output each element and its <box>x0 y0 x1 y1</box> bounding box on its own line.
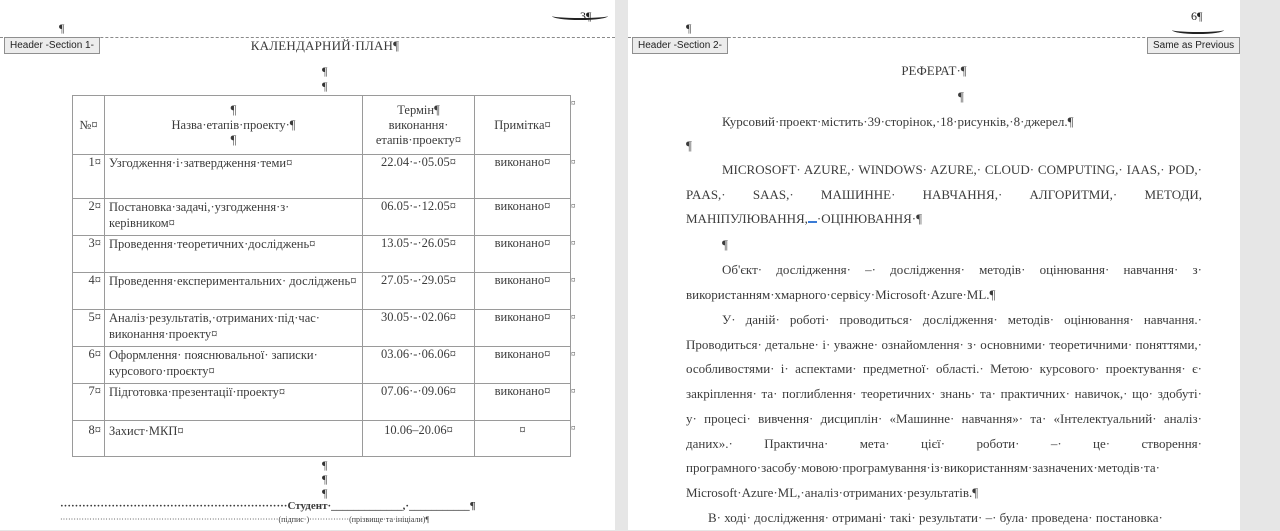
cell-note[interactable]: виконано¤ <box>475 155 571 199</box>
row-end-mark: ¤ <box>571 349 576 359</box>
header-name-pilcrow: ¶ <box>230 132 237 147</box>
cell-stage[interactable]: Проведення·теоретичних·досліджень¤ <box>105 236 363 273</box>
insertion-marker <box>808 216 817 223</box>
document-page-3[interactable] <box>0 0 615 530</box>
keywords-text: MICROSOFT· AZURE,· WINDOWS· AZURE,· CLOUD· COMPUTING,· IAAS,· POD,· PAAS,· SAAS,· МАШИННЕ· НАВЧАННЯ,· АЛГОРИТМИ,· МЕТОДИ, МАНІПУЛЮВАННЯ, <box>686 162 1202 227</box>
calendar-plan-table[interactable] <box>72 95 571 457</box>
same-as-previous-tag[interactable]: Same as Previous <box>1147 37 1240 54</box>
row-end-mark: ¤ <box>571 201 576 211</box>
cell-note[interactable]: виконано¤ <box>475 236 571 273</box>
cell-stage[interactable]: Оформлення· пояснювальної· записки· курсового·проєкту¤ <box>105 347 363 384</box>
table-row[interactable] <box>73 273 571 310</box>
blank-paragraph: ¶ <box>322 486 328 500</box>
blank-paragraph[interactable]: ¶ <box>958 89 964 104</box>
student-signature-line[interactable]: ······························································Студент·_____________,·___________¶ <box>60 500 476 512</box>
cell-number[interactable]: 3¤ <box>73 236 105 273</box>
header-section-tag[interactable]: Header -Section 1- <box>4 37 100 54</box>
row-end-mark: ¤ <box>571 157 576 167</box>
abstract-title[interactable]: РЕФЕРАТ·¶ <box>901 63 967 78</box>
cell-number[interactable]: 5¤ <box>73 310 105 347</box>
cell-note[interactable]: виконано¤ <box>475 199 571 236</box>
header-term: Термін¶ виконання· етапів·проекту¤ <box>363 96 475 155</box>
signature-caption[interactable]: ··················································································(підпис·)···············(прізвище·та·ініціали)¶ <box>60 515 430 524</box>
row-end-mark: ¤ <box>571 275 576 285</box>
row-end-mark: ¤ <box>571 386 576 396</box>
blank-paragraph[interactable]: ¶ <box>722 237 728 252</box>
cell-term[interactable]: 22.04·-·05.05¤ <box>363 155 475 199</box>
cell-note[interactable]: виконано¤ <box>475 347 571 384</box>
table-header-row <box>73 96 571 155</box>
header-pilcrow: ¶ <box>59 21 65 35</box>
cell-term[interactable]: 10.06–20.06¤ <box>363 421 475 457</box>
header-pilcrow: ¶ <box>686 21 692 35</box>
header-number: №¤ <box>73 96 105 155</box>
table-row[interactable] <box>73 347 571 384</box>
object-paragraph[interactable]: Об'єкт· дослідження· –· дослідження· методів· оцінювання· навчання· з· використанням·хмарного·сервісу·Microsoft·Azure·ML.¶ <box>686 262 1202 302</box>
blank-paragraph: ¶ <box>322 458 328 472</box>
cell-term[interactable]: 07.06·-·09.06¤ <box>363 384 475 421</box>
row-end-mark: ¤ <box>571 98 576 108</box>
blank-paragraph: ¶ <box>322 472 328 486</box>
blank-paragraph: ¶ <box>322 64 328 78</box>
cell-note[interactable]: виконано¤ <box>475 273 571 310</box>
cell-number[interactable]: 4¤ <box>73 273 105 310</box>
cell-note[interactable]: виконано¤ <box>475 310 571 347</box>
row-end-mark: ¤ <box>571 312 576 322</box>
cell-number[interactable]: 6¤ <box>73 347 105 384</box>
row-end-mark: ¤ <box>571 238 576 248</box>
cell-stage[interactable]: Узгодження·і·затвердження·теми¤ <box>105 155 363 199</box>
cell-note[interactable]: виконано¤ <box>475 384 571 421</box>
calendar-plan-title[interactable]: КАЛЕНДАРНИЙ·ПЛАН¶ <box>250 38 400 53</box>
table-row[interactable] <box>73 384 571 421</box>
keywords-paragraph[interactable] <box>686 158 1202 232</box>
header-name-text: Назва·етапів·проекту·¶ <box>171 117 296 132</box>
cell-term[interactable]: 06.05·-·12.05¤ <box>363 199 475 236</box>
cell-term[interactable]: 03.06·-·06.06¤ <box>363 347 475 384</box>
table-row[interactable] <box>73 155 571 199</box>
keywords-end: ·ОЦІНЮВАННЯ·¶ <box>816 211 923 227</box>
ink-annotation <box>552 12 608 20</box>
table-row[interactable] <box>73 421 571 457</box>
row-end-mark: ¤ <box>571 423 576 433</box>
workspace-margin <box>1240 0 1280 530</box>
cell-number[interactable]: 7¤ <box>73 384 105 421</box>
cell-term[interactable]: 13.05·-·26.05¤ <box>363 236 475 273</box>
cell-stage[interactable]: Постановка·задачі,·узгодження·з· керівником¤ <box>105 199 363 236</box>
cell-number[interactable]: 8¤ <box>73 421 105 457</box>
header-name-pilcrow: ¶ <box>230 102 237 117</box>
cell-stage[interactable]: Аналіз·результатів,·отриманих·під·час· виконання·проекту¤ <box>105 310 363 347</box>
blank-paragraph: ¶ <box>322 79 328 93</box>
header-note: Примітка¤ <box>475 96 571 155</box>
cell-term[interactable]: 27.05·-·29.05¤ <box>363 273 475 310</box>
header-section-tag[interactable]: Header -Section 2- <box>632 37 728 54</box>
cell-note[interactable]: ¤ <box>475 421 571 457</box>
cell-number[interactable]: 1¤ <box>73 155 105 199</box>
page-number[interactable]: 6¶ <box>1191 9 1203 23</box>
page-number[interactable]: 3¶ <box>580 9 592 23</box>
cell-number[interactable]: 2¤ <box>73 199 105 236</box>
cell-stage[interactable]: Підготовка·презентації·проекту¤ <box>105 384 363 421</box>
summary-paragraph[interactable]: Курсовий·проект·містить·39·сторінок,·18·рисунків,·8·джерел.¶ <box>722 114 1074 129</box>
ink-annotation <box>1172 26 1224 34</box>
blank-paragraph[interactable]: ¶ <box>686 138 692 153</box>
cell-term[interactable]: 30.05·-·02.06¤ <box>363 310 475 347</box>
cell-stage[interactable]: Проведення·експериментальних· досліджень¤ <box>105 273 363 310</box>
work-description-paragraph[interactable]: У· даній· роботі· проводиться· дослідження· методів· оцінювання· навчання.· Проводиться· детальне· і· уважне· ознайомлення· з· основними· теоретичними· поняттями,· особливостями· і· аспектами· предметної· області.· Метою· курсового· проектування· є· закріплення· та· поглиблення· теоретичних· знань· та· практичних· навичок,· що· здобуті· у· процесі· вивчення· дисциплін· «Машинне· навчання»· та· «Інтелектуальний· аналіз· даних».· Практична· мета· цієї· роботи· –· це· створення· програмного·засобу·мовою·програмування·із·використанням·зазначених·методів·та· Microsoft·Azure·ML,·аналіз·отриманих·результатів.¶ <box>686 312 1202 500</box>
table-row[interactable] <box>73 236 571 273</box>
table-row[interactable] <box>73 310 571 347</box>
table-row[interactable] <box>73 199 571 236</box>
cell-stage[interactable]: Захист·МКП¤ <box>105 421 363 457</box>
header-stage-name <box>105 96 363 155</box>
results-paragraph[interactable]: В· ході· дослідження· отримані· такі· результати· –· була· проведена· постановка· <box>708 510 1163 525</box>
